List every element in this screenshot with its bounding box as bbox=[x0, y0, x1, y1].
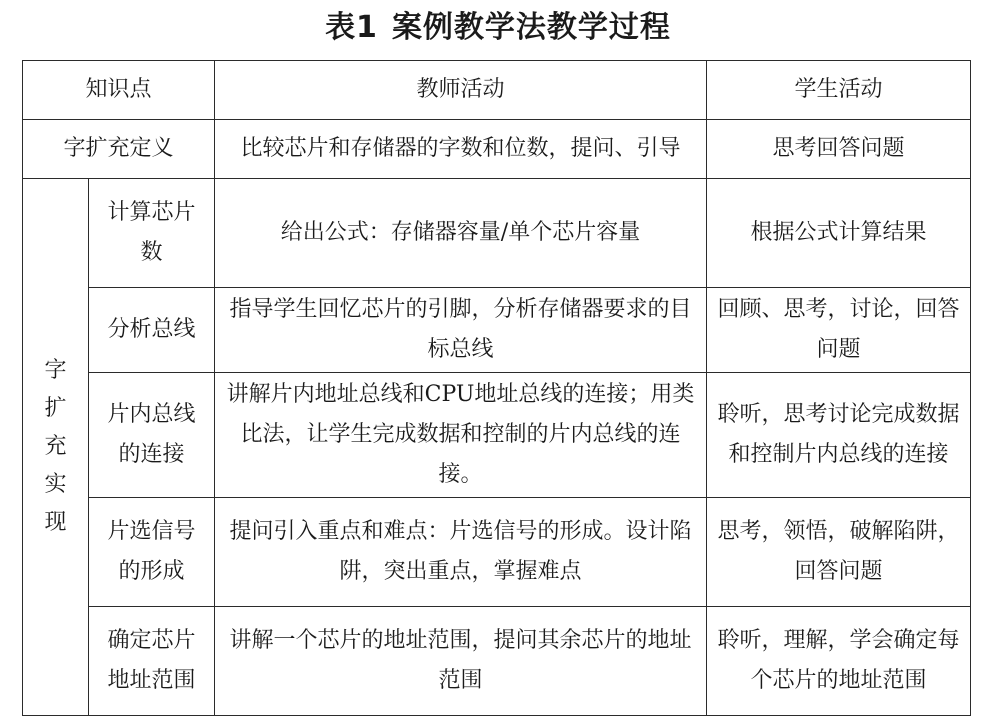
table-row bbox=[23, 498, 971, 607]
header-student-activity: 学生活动 bbox=[707, 61, 971, 120]
table-row bbox=[23, 373, 971, 498]
header-knowledge: 知识点 bbox=[23, 61, 215, 120]
sub-knowledge-cell: 计算芯片数 bbox=[89, 179, 215, 288]
teacher-activity-cell: 提问引入重点和难点：片选信号的形成。设计陷阱，突出重点，掌握难点 bbox=[215, 498, 707, 607]
knowledge-cell: 字扩充定义 bbox=[23, 120, 215, 179]
teacher-activity-cell: 指导学生回忆芯片的引脚，分析存储器要求的目标总线 bbox=[215, 288, 707, 373]
header-teacher-activity: 教师活动 bbox=[215, 61, 707, 120]
table-row bbox=[23, 120, 971, 179]
student-activity-cell: 聆听，理解，学会确定每个芯片的地址范围 bbox=[707, 607, 971, 716]
table-row bbox=[23, 179, 971, 288]
student-activity-cell: 思考回答问题 bbox=[707, 120, 971, 179]
student-activity-cell: 回顾、思考，讨论，回答问题 bbox=[707, 288, 971, 373]
teaching-process-table bbox=[22, 60, 971, 716]
table-caption: 案例教学法教学过程 bbox=[391, 10, 671, 45]
student-activity-cell: 思考，领悟，破解陷阱，回答问题 bbox=[707, 498, 971, 607]
teacher-activity-cell: 比较芯片和存储器的字数和位数，提问、引导 bbox=[215, 120, 707, 179]
table-row bbox=[23, 288, 971, 373]
sub-knowledge-cell: 分析总线 bbox=[89, 288, 215, 373]
teacher-activity-cell: 给出公式：存储器容量/单个芯片容量 bbox=[215, 179, 707, 288]
table-header-row bbox=[23, 61, 971, 120]
sub-knowledge-cell: 片选信号的形成 bbox=[89, 498, 215, 607]
teacher-activity-cell: 讲解一个芯片的地址范围，提问其余芯片的地址范围 bbox=[215, 607, 707, 716]
teacher-activity-cell: 讲解片内地址总线和CPU地址总线的连接；用类比法，让学生完成数据和控制的片内总线的连接。 bbox=[215, 373, 707, 498]
group-label: 字扩充实现 bbox=[44, 357, 67, 535]
student-activity-cell: 根据公式计算结果 bbox=[707, 179, 971, 288]
table-row bbox=[23, 607, 971, 716]
table-title bbox=[0, 6, 996, 50]
group-label-cell bbox=[23, 179, 89, 716]
table-number: 表1 bbox=[325, 10, 378, 45]
sub-knowledge-cell: 片内总线的连接 bbox=[89, 373, 215, 498]
student-activity-cell: 聆听，思考讨论完成数据和控制片内总线的连接 bbox=[707, 373, 971, 498]
sub-knowledge-cell: 确定芯片地址范围 bbox=[89, 607, 215, 716]
